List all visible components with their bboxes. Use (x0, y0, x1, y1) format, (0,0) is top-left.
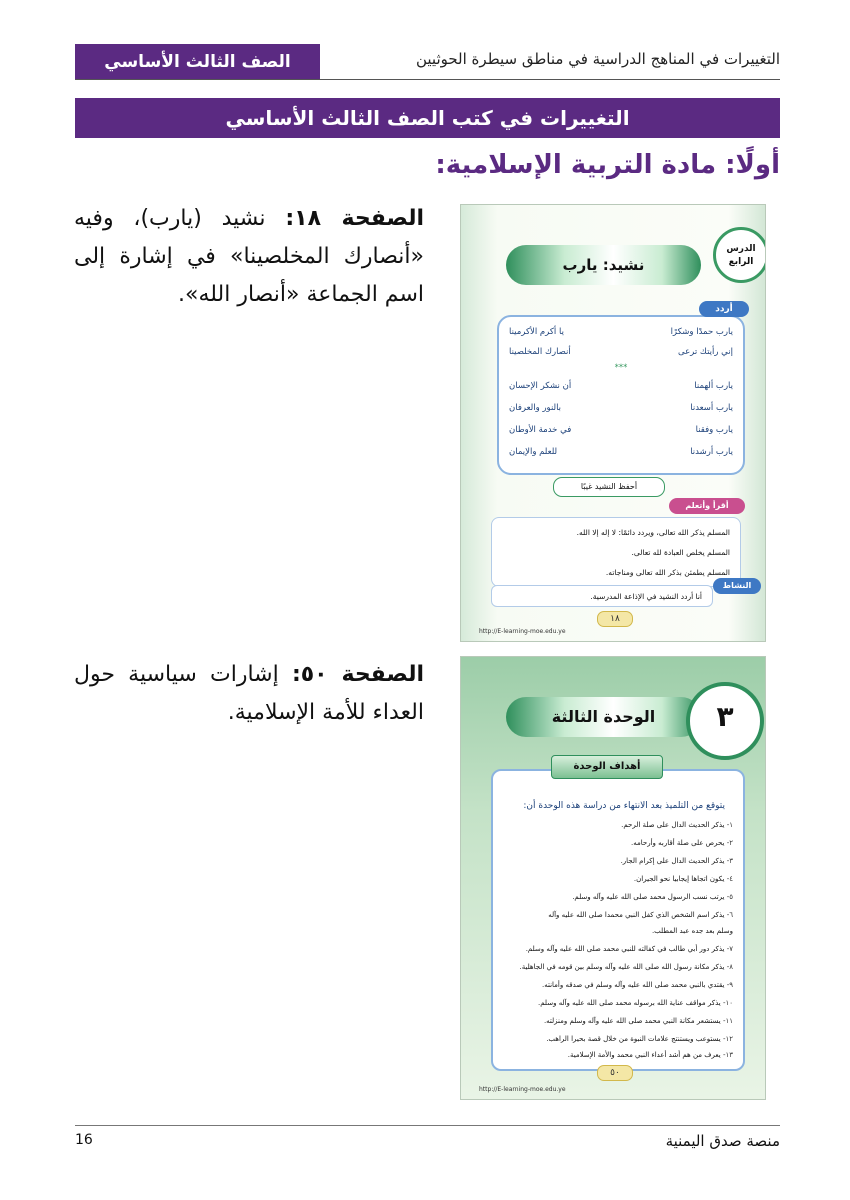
verse-half: للعلم والإيمان (509, 447, 558, 457)
subject-heading: أولًا: مادة التربية الإسلامية: (435, 150, 780, 180)
verse-half: يارب حمدًا وشكرًا (670, 327, 733, 337)
header-divider (75, 79, 780, 80)
verse-half: يارب أسعدنا (690, 403, 733, 413)
objective-text: يذكر اسم الشخص الذي كفل النبي محمدا صلى الله عليه وآله (548, 911, 725, 919)
objective-item (538, 999, 733, 1007)
book-page-number: ١٨ (597, 611, 633, 627)
unit-title: الوحدة الثالثة (506, 697, 701, 737)
objective-text: وسلم بعد جده عبد المطلب. (651, 927, 733, 935)
page-header (75, 44, 780, 80)
verse-half: يارب أرشدنا (690, 447, 733, 457)
verse-half: في خدمة الأوطان (509, 425, 572, 435)
book-page-number: ٥٠ (597, 1065, 633, 1081)
verse-half: يا أكرم الأكرمينا (509, 327, 564, 337)
objective-item (631, 839, 733, 847)
verse-row (509, 447, 733, 461)
objective-number: ٤- (726, 875, 733, 883)
objective-item (568, 1051, 733, 1059)
objective-number: ٢- (726, 839, 733, 847)
objective-number: ١٢- (722, 1035, 733, 1043)
objective-item (652, 927, 733, 935)
verse-half: يارب ألهمنا (694, 381, 733, 391)
objective-item (520, 963, 734, 971)
objective-item (634, 875, 733, 883)
note-label: الصفحة ٥٠: (291, 662, 424, 687)
objective-text: يحرص على صلة أقاربه وأرحامه. (631, 839, 725, 847)
objective-item (572, 893, 733, 901)
verse-half: إني رأيتك ترعى (678, 347, 733, 357)
verse-row (509, 347, 733, 361)
verse-row (509, 381, 733, 395)
objectives-box (491, 769, 745, 1071)
verse-row (509, 425, 733, 439)
note-text: إشارات سياسية حول العداء للأمة الإسلامية. (74, 662, 424, 725)
grade-badge: الصف الثالث الأساسي (75, 44, 320, 80)
goals-title: أهداف الوحدة (551, 755, 663, 779)
objective-number: ١٣- (722, 1051, 733, 1059)
footer-platform: منصة صدق اليمنية (665, 1132, 780, 1150)
unit-number: ٣ (686, 682, 764, 760)
objective-number: ١- (726, 821, 733, 829)
objective-text: يذكر الحديث الدال على صلة الرحم. (621, 821, 725, 829)
objective-item (546, 1035, 733, 1043)
objective-text: يكون اتجاها إيجابيا نحو الجيران. (633, 875, 725, 883)
objective-text: يرتب نسب الرسول محمد صلى الله عليه وآله وسلم. (572, 893, 725, 901)
memorize-tag: أحفظ النشيد غيبًا (553, 477, 665, 497)
objective-text: يذكر مكانة رسول الله صلى الله عليه وآله وسلم بين قومه في الجاهلية. (519, 963, 725, 971)
bullet-item: المسلم يطمئن بذكر الله تعالى ومناجاته. (605, 568, 730, 577)
objective-number: ١٠- (722, 999, 733, 1007)
lesson-badge (713, 227, 766, 283)
read-learn-tag: أقرأ وأتعلم (669, 498, 745, 514)
objective-text: يقتدي بالنبي محمد صلى الله عليه وآله وسلم في صدقه وأمانته. (542, 981, 725, 989)
activity-tag: النشاط (713, 578, 761, 594)
bullet-item: المسلم يذكر الله تعالى، ويردد دائمًا: لا إله إلا الله. (576, 528, 730, 537)
objective-number: ٨- (726, 963, 733, 971)
book-page-50-image (460, 656, 766, 1100)
note-text: نشيد (يارب)، وفيه «أنصارك المخلصينا» في إشارة إلى اسم الجماعة «أنصار الله». (74, 206, 424, 307)
book-url: http://E-learning-moe.edu.ye (479, 628, 566, 635)
verse-row (509, 403, 733, 417)
objective-number: ١١- (722, 1017, 733, 1025)
objective-item (621, 821, 733, 829)
note-page-50 (74, 656, 424, 732)
objective-number: ٦- (726, 911, 733, 919)
note-page-18 (74, 200, 424, 314)
activity-box: أنا أردد النشيد في الإذاعة المدرسية. (491, 585, 713, 607)
lesson-title: نشيد: يارب (506, 245, 701, 285)
recite-tag: أردد (699, 301, 749, 317)
book-url: http://E-learning-moe.edu.ye (479, 1086, 566, 1093)
bullet-box (491, 517, 741, 587)
bullet-item: المسلم يخلص العبادة لله تعالى. (631, 548, 730, 557)
note-label: الصفحة ١٨: (285, 206, 425, 231)
objective-item (542, 981, 733, 989)
objective-text: يعرف من هم أشد أعداء النبي محمد والأمة الإسلامية. (567, 1051, 721, 1059)
objective-number: ٧- (726, 945, 733, 953)
objective-item (621, 857, 733, 865)
lesson-badge-line: الدرس (726, 244, 756, 254)
objective-item (548, 911, 733, 919)
verse-row (509, 327, 733, 341)
footer-page-number: 16 (75, 1132, 93, 1148)
objective-number: ٣- (726, 857, 733, 865)
objective-text: يستشعر مكانة النبي محمد صلى الله عليه وآله وسلم ومنزلته. (543, 1017, 721, 1025)
verse-half: أن نشكر الإحسان (509, 381, 572, 391)
objective-text: يذكر مواقف عناية الله برسوله محمد صلى الله عليه وآله وسلم. (538, 999, 721, 1007)
verse-half: أنصارك المخلصينا (509, 347, 571, 357)
objective-text: يستوعب ويستنتج علامات النبوة من خلال قصة بحيرا الراهب. (546, 1035, 721, 1043)
verse-half: يارب وفقنا (695, 425, 733, 435)
lesson-badge-line: الرابع (728, 257, 754, 267)
objective-text: يذكر دور أبي طالب في كفالته للنبي محمد صلى الله عليه وآله وسلم. (525, 945, 725, 953)
objective-number: ٥- (726, 893, 733, 901)
objective-item (526, 945, 733, 953)
footer-divider (75, 1125, 780, 1126)
document-title: التغييرات في المناهج الدراسية في مناطق سيطرة الحوثيين (415, 50, 780, 68)
verse-half: بالنور والعرفان (509, 403, 562, 413)
objective-number: ٩- (726, 981, 733, 989)
objective-item (544, 1017, 733, 1025)
objective-text: يذكر الحديث الدال على إكرام الجار. (620, 857, 725, 865)
objectives-intro: يتوقع من التلميذ بعد الانتهاء من دراسة هذه الوحدة أن: (523, 801, 725, 811)
poem-box (497, 315, 745, 475)
book-page-18-image (460, 204, 766, 642)
verse-separator: *** (614, 363, 628, 373)
section-title-banner: التغييرات في كتب الصف الثالث الأساسي (75, 98, 780, 138)
